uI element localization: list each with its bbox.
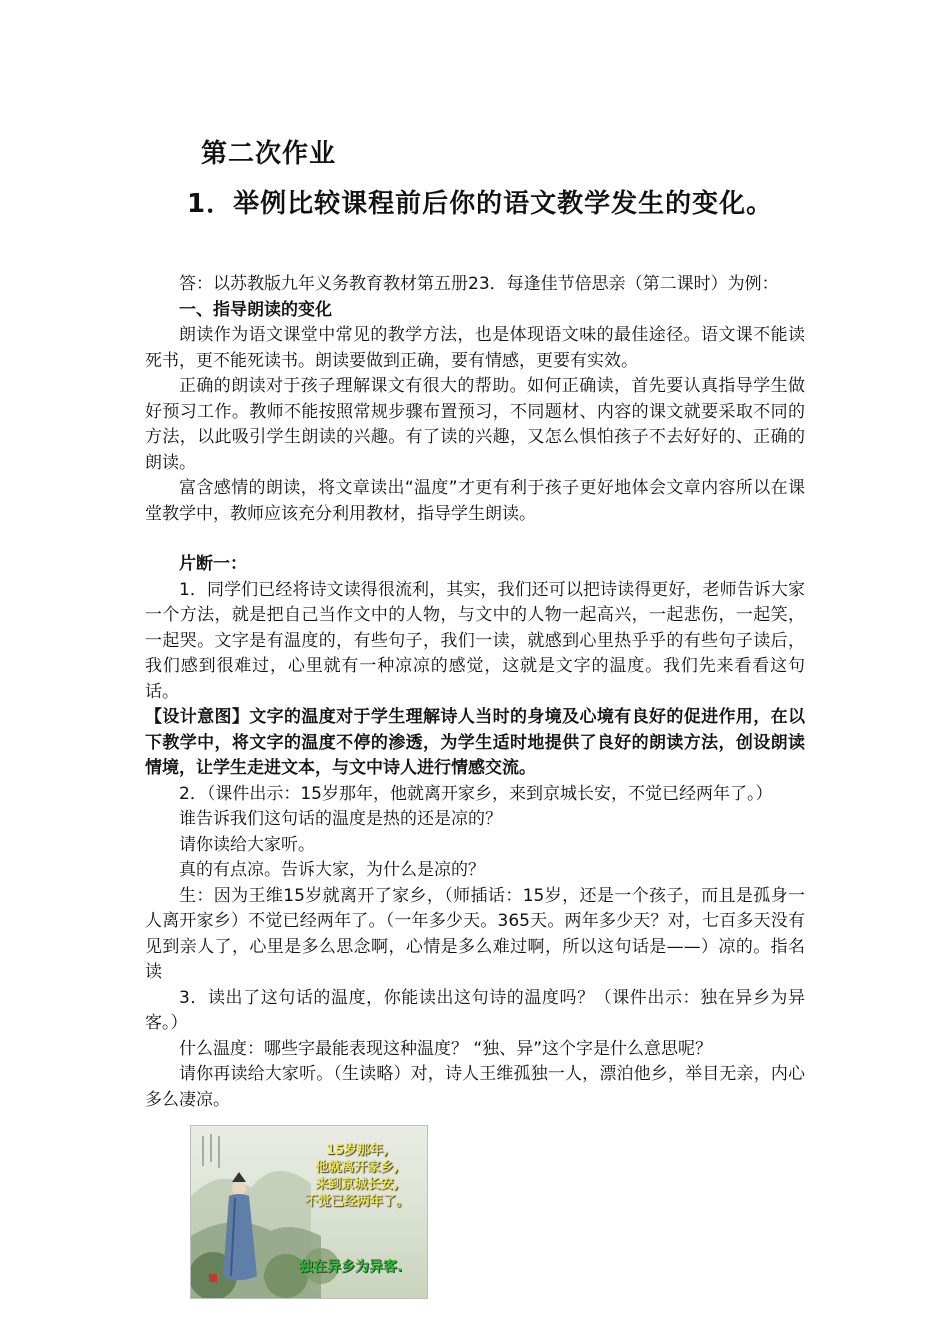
item-3: 3．读出了这句话的温度，你能读出这句诗的温度吗？（课件出示：独在异乡为异客。）	[145, 987, 805, 1033]
section-heading: 一、指导朗读的变化	[179, 299, 332, 320]
student-answer: 生：因为王维15岁就离开了家乡，（师插话：15岁，还是一个孩子，而且是孤身一人离开家乡）不觉已经两年了。（一年多少天。365天。两年多少天？对，七百多天没有见到亲人了，心里是多么思念啊，心情是多么难过啊，所以这句话是——）凉的。指名读	[145, 885, 805, 982]
slide-caption-line: 来到京城长安,	[315, 1177, 399, 1192]
question-heading: 1．举例比较课程前后你的语文教学发生的变化。	[187, 189, 774, 219]
dialogue-line: 谁告诉我们这句话的温度是热的还是凉的？	[179, 809, 502, 829]
dialogue-line: 什么温度：哪些字最能表现这种温度？ “独、异”这个字是什么意思呢？	[179, 1038, 713, 1059]
paragraph-correct-reading: 正确的朗读对于孩子理解课文有很大的帮助。如何正确读，首先要认真指导学生做好预习工作。教师不能按照常规步骤布置预习，不同题材、内容的课文就要采取不同的方法，以此吸引学生朗读的兴趣。有了读的兴趣，又怎么惧怕孩子不去好好的、正确的朗读。	[145, 376, 805, 473]
courseware-slide-image	[190, 1125, 428, 1299]
dialogue-line: 请你再读给大家听。（生读略）对，诗人王维孤独一人，漂泊他乡，举目无亲，内心多么凄凉。	[145, 1064, 805, 1110]
slide-caption	[291, 1142, 423, 1210]
slide-caption-line: 15岁那年,	[325, 1143, 389, 1158]
dialogue-line: 请你读给大家听。	[179, 834, 315, 855]
paragraph-reading-method: 朗读作为语文课堂中常见的教学方法，也是体现语文味的最佳途径。语文课不能读死书，更不能死读书。朗读要做到正确，要有情感，更要有实效。	[145, 325, 805, 371]
answer-intro: 答：以苏教版九年义务教育教材第五册23．每逢佳节倍思亲（第二课时）为例：	[179, 274, 779, 294]
slide-poem-line: 独在异乡为异客.	[299, 1259, 403, 1275]
dialogue-line: 真的有点凉。告诉大家，为什么是凉的？	[179, 860, 485, 880]
fragment-heading: 片断一：	[179, 554, 247, 574]
item-1: 1．同学们已经将诗文读得很流利，其实，我们还可以把诗读得更好，老师告诉大家一个方法，就是把自己当作文中的人物，与文中的人物一起高兴，一起悲伤，一起笑，一起哭。文字是有温度的，有些句子，我们一读，就感到心里热乎乎的有些句子读后，我们感到很难过，心里就有一种凉凉的感觉，这就是文字的温度。我们先来看看这句话。	[145, 579, 805, 702]
design-intent: 【设计意图】文字的温度对于学生理解诗人当时的身境及心境有良好的促进作用，在以下教学中，将文字的温度不停的渗透，为学生适时地提供了良好的朗读方法，创设朗读情境，让学生走进文本，与文中诗人进行情感交流。	[145, 707, 805, 778]
item-2: 2．（课件出示：15岁那年，他就离开家乡，来到京城长安，不觉已经两年了。）	[179, 783, 773, 804]
page-title: 第二次作业	[201, 139, 337, 169]
slide-caption-line: 他就离开家乡,	[315, 1160, 399, 1175]
slide-caption-line: 不觉已经两年了。	[304, 1194, 409, 1209]
spacer	[145, 527, 805, 552]
document-body	[145, 272, 805, 1113]
paragraph-emotional-reading: 富含感情的朗读，将文章读出“温度”才更有利于孩子更好地体会文章内容所以在课堂教学中，教师应该充分利用教材，指导学生朗读。	[145, 478, 805, 524]
